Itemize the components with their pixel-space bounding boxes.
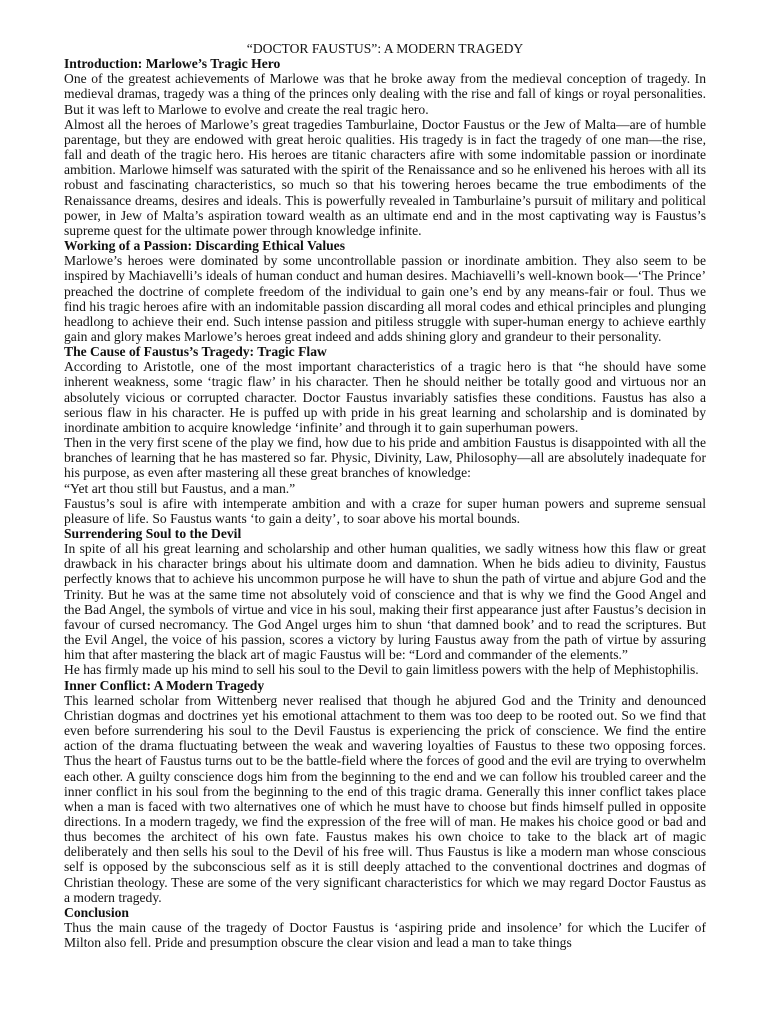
section-heading-tragic-flaw: The Cause of Faustus’s Tragedy: Tragic Flaw [64,344,327,360]
paragraph: Almost all the heroes of Marlowe’s great tragedies Tamburlaine, Doctor Faustus or the Jew of Malta—are of humble parentage, but they are endowed with great heroic qualities. His tragedy is in fact the tragedy of one man—the rise, fall and death of the tragic hero. His heroes are titanic characters afire with some indomitable passion or inordinate ambition. Marlowe himself was saturated with the spirit of the Renaissance and so he enlivened his heroes with all its robust and fascinating characteristics, so much so that his towering heroes became the true embodiments of the Renaissance dreams, desires and ideals. This is powerfully revealed in Tamburlaine’s pursuit of military and political power, in Jew of Malta’s aspiration toward wealth as an ultimate end and in the most captivating way is Faustus’s supreme quest for the ultimate power through knowledge infinite. [64,116,706,238]
section-heading-inner-conflict: Inner Conflict: A Modern Tragedy [64,677,265,693]
paragraph: He has firmly made up his mind to sell his soul to the Devil to gain limitless powers with the help of Mephistophilis. [64,662,699,678]
section-heading-introduction: Introduction: Marlowe’s Tragic Hero [64,56,281,72]
paragraph: In spite of all his great learning and scholarship and other human qualities, we sadly witness how this flaw or great drawback in his character brings about his ultimate doom and damnation. When he bids adieu to divinity, Faustus perfectly knows that to achieve his uncommon purpose he will have to shun the path of virtue and abjure God and the Trinity. But he was at the same time not absolutely void of conscience and that is why we find the Good Angel and the Bad Angel, the symbols of virtue and vice in his soul, making their first appearance just after Faustus’s decision in favour of cursed necromancy. The God Angel urges him to shun ‘that damned book’ and to read the scriptures. But the Evil Angel, the voice of his passion, scores a victory by luring Faustus away from the path of virtue by assuring him that after mastering the black art of magic Faustus will be: “Lord and commander of the elements.” [64,541,706,663]
quotation: “Yet art thou still but Faustus, and a man.” [64,480,296,496]
section-heading-conclusion: Conclusion [64,904,129,920]
paragraph: Faustus’s soul is afire with intemperate ambition and with a craze for super human powers and supreme sensual pleasure of life. So Faustus wants ‘to gain a deity’, to soar above his mortal bounds. [64,495,706,526]
paragraph: According to Aristotle, one of the most important characteristics of a tragic hero is that “he should have some inherent weakness, some ‘tragic flaw’ in his character. Then he should neither be totally good and virtuous nor an absolutely vicious or corrupted character. Doctor Faustus invariably satisfies these conditions. Faustus has also a serious flaw in his character. He is puffed up with pride in his great learning and scholarship and is dominated by inordinate ambition to acquire knowledge ‘infinite’ and through it to gain superhuman powers. [64,359,706,435]
paragraph: Then in the very first scene of the play we find, how due to his pride and ambition Faustus is disappointed with all the branches of learning that he has mastered so far. Physic, Divinity, Law, Philosophy—all are absolutely inadequate for his purpose, as even after mastering all these great branches of knowledge: [64,435,706,481]
paragraph: Marlowe’s heroes were dominated by some uncontrollable passion or inordinate ambition. They also seem to be inspired by Machiavelli’s ideals of human conduct and human desires. Machiavelli’s well-known book—‘The Prince’ preached the doctrine of complete freedom of the individual to gain one’s end by any means-fair or foul. Thus we find his tragic heroes afire with an indomitable passion discarding all moral codes and ethical principles and plunging headlong to achieve their end. Such intense passion and pitiless struggle with super-human energy to achieve earthly gain and glory makes Marlowe’s heroes great indeed and adds shining glory and grandeur to their personality. [64,253,706,344]
section-heading-working-of-a-passion: Working of a Passion: Discarding Ethical Values [64,238,345,254]
section-heading-surrendering-soul: Surrendering Soul to the Devil [64,526,242,541]
paragraph: Thus the main cause of the tragedy of Doctor Faustus is ‘aspiring pride and insolence’ for which the Lucifer of Milton also fell. Pride and presumption obscure the clear vision and lead a man to take things [64,920,706,951]
paragraph: One of the greatest achievements of Marlowe was that he broke away from the medieval conception of tragedy. In medieval dramas, tragedy was a thing of the princes only dealing with the rise and fall of kings or royal personalities. But it was left to Marlowe to evolve and create the real tragic hero. [64,71,706,117]
document-title: “DOCTOR FAUSTUS”: A MODERN TRAGEDY [246,41,524,56]
paragraph: This learned scholar from Wittenberg never realised that though he abjured God and the Trinity and denounced Christian dogmas and doctrines yet his emotional attachment to them was too deep to be rooted out. So we find that even before surrendering his soul to the Devil Faustus is experiencing the prick of conscience. We find the entire action of the drama fluctuating between the weak and wavering loyalties of Faustus to these two opposing forces. Thus the heart of Faustus turns out to be the battle-field where the forces of good and the evil are trying to overwhelm each other. A guilty conscience dogs him from the beginning to the end and we can follow his troubled career and the inner conflict in his soul from the beginning to the end of this tragic drama. Generally this inner conflict takes place when a man is faced with two alternatives one of which he must have to choose but finds himself pulled in opposite directions. In a modern tragedy, we find the expression of the free will of man. He makes his choice good or bad and thus becomes the architect of his own fate. Faustus makes his own choice to take to the black art of magic deliberately and then sells his soul to the Devil of his free will. Thus Faustus is like a modern man whose conscious self is opposed by the subconscious self as it is still deeply attached to the conventional doctrines and dogmas of Christian theology. These are some of the very significant characteristics for which we may regard Doctor Faustus as a modern tragedy. [64,692,706,905]
